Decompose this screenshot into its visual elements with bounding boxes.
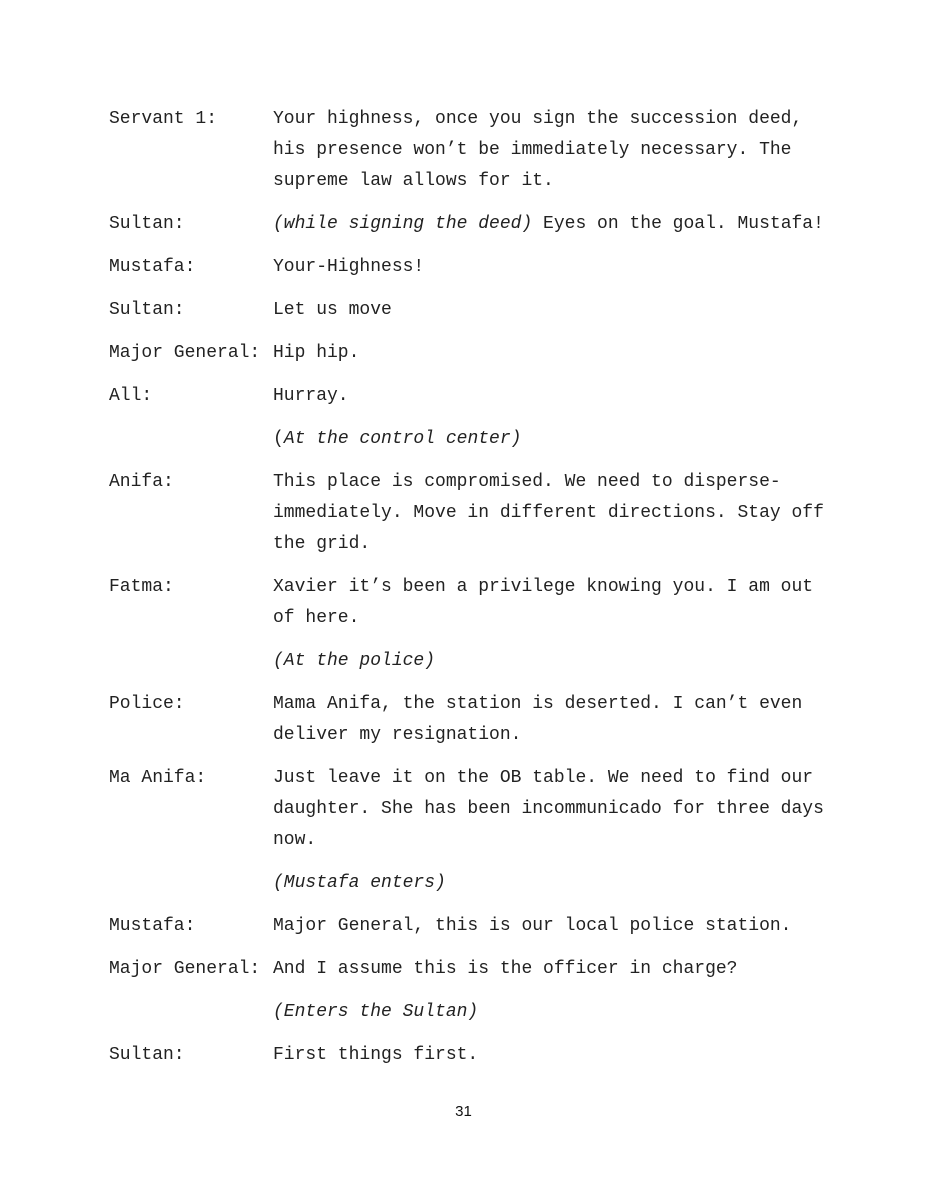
speaker-name: Police:	[109, 694, 185, 714]
stage-direction: (At the police)	[273, 651, 436, 671]
direction-paren: (	[273, 429, 284, 449]
dialogue-line: his presence won’t be immediately necessary. The	[273, 140, 792, 160]
dialogue-line: of here.	[273, 608, 360, 628]
dialogue-line: Xavier it’s been a privilege knowing you. I am out	[273, 577, 814, 597]
direction-text: At the control center)	[283, 429, 522, 449]
speaker-name: Servant 1:	[109, 109, 218, 129]
stage-direction: (while signing the deed)	[273, 214, 533, 234]
dialogue-line: immediately. Move in different directions. Stay off	[273, 503, 824, 523]
speaker-name: Fatma:	[109, 577, 174, 597]
speaker-name: Major General:	[109, 959, 261, 979]
speaker-name: Major General:	[109, 343, 261, 363]
speaker-name: Sultan:	[109, 300, 185, 320]
dialogue-text: Eyes on the goal. Mustafa!	[532, 214, 824, 234]
dialogue-line: Mama Anifa, the station is deserted. I can’t even	[273, 694, 803, 714]
dialogue-line: deliver my resignation.	[273, 725, 522, 745]
dialogue-line: Just leave it on the OB table. We need to find our	[273, 768, 814, 788]
speaker-name: Sultan:	[109, 1045, 185, 1065]
stage-direction: (Enters the Sultan)	[273, 1002, 479, 1022]
dialogue-line: And I assume this is the officer in charge?	[273, 959, 738, 979]
speaker-name: Sultan:	[109, 214, 185, 234]
dialogue-line: the grid.	[273, 534, 371, 554]
dialogue-line: Hip hip.	[273, 343, 360, 363]
speaker-name: Ma Anifa:	[109, 768, 207, 788]
dialogue-line: Your highness, once you sign the succession deed,	[273, 109, 803, 129]
dialogue-line: Let us move	[273, 300, 392, 320]
stage-direction	[273, 424, 521, 455]
dialogue-line: Major General, this is our local police station.	[273, 916, 792, 936]
stage-direction: (Mustafa enters)	[273, 873, 446, 893]
dialogue-line: daughter. She has been incommunicado for three days	[273, 799, 824, 819]
dialogue-line	[273, 209, 824, 240]
dialogue-line: Your-Highness!	[273, 257, 425, 277]
speaker-name: All:	[109, 386, 153, 406]
dialogue-line: Hurray.	[273, 386, 349, 406]
dialogue-line: now.	[273, 830, 317, 850]
page-number: 31	[455, 1103, 472, 1120]
speaker-name: Anifa:	[109, 472, 174, 492]
dialogue-line: First things first.	[273, 1045, 479, 1065]
dialogue-line: This place is compromised. We need to disperse-	[273, 472, 781, 492]
dialogue-line: supreme law allows for it.	[273, 171, 554, 191]
speaker-name: Mustafa:	[109, 257, 196, 277]
speaker-name: Mustafa:	[109, 916, 196, 936]
